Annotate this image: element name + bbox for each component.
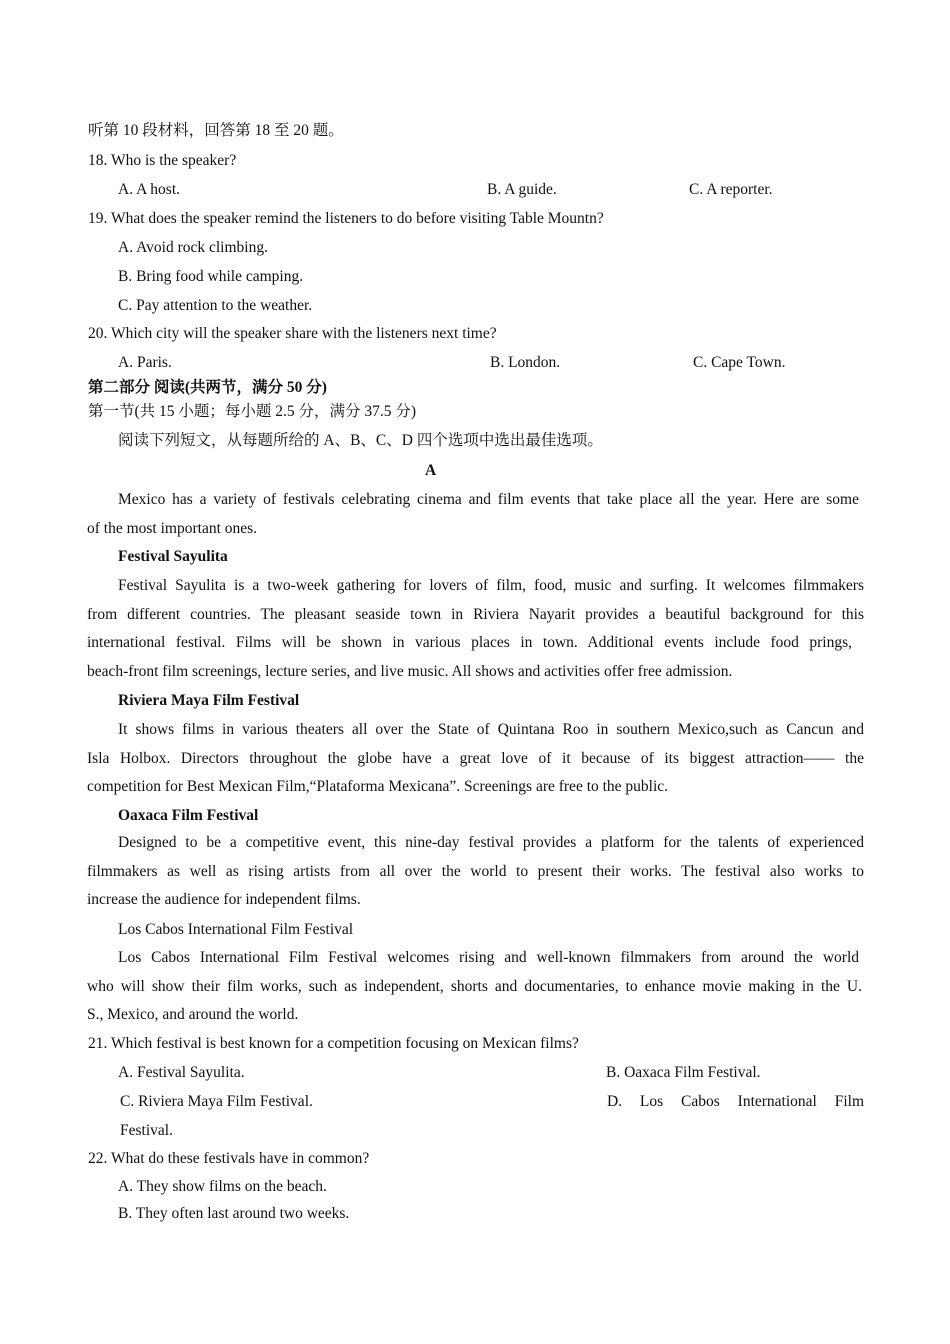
question-20-option-c: C. Cape Town. — [693, 354, 786, 371]
oaxaca-line-2: filmmakers as well as rising artists from all over the world to present their works. The festival also works to — [87, 863, 864, 880]
reading-instruction: 阅读下列短文，从每题所给的 A、B、C、D 四个选项中选出最佳选项。 — [118, 432, 603, 449]
los-cabos-line-2: who will show their film works, such as independent, shorts and documentaries, to enhance movie making in the U. — [87, 978, 862, 995]
question-21-option-d: D. Los Cabos International Film — [607, 1093, 864, 1110]
question-19-option-c: C. Pay attention to the weather. — [118, 297, 313, 314]
question-22-option-b: B. They often last around two weeks. — [118, 1205, 350, 1222]
question-19-option-a: A. Avoid rock climbing. — [118, 239, 268, 256]
question-20-stem: 20. Which city will the speaker share with the listeners next time? — [88, 325, 497, 342]
reading-part-title: 第二部分 阅读(共两节，满分 50 分) — [88, 379, 327, 396]
question-18-option-b: B. A guide. — [487, 181, 557, 198]
listening-instruction: 听第 10 段材料，回答第 18 至 20 题。 — [88, 122, 344, 139]
festival-sayulita-line-4: beach-front film screenings, lecture series, and live music. All shows and activities offer free admission. — [87, 663, 733, 680]
riviera-maya-line-2: Isla Holbox. Directors throughout the globe have a great love of it because of its biggest attraction—— the — [87, 750, 864, 767]
oaxaca-line-1: Designed to be a competitive event, this nine-day festival provides a platform for the talents of experienced — [118, 834, 864, 851]
question-18-option-c: C. A reporter. — [689, 181, 773, 198]
oaxaca-title: Oaxaca Film Festival — [118, 807, 259, 824]
reading-section-title: 第一节(共 15 小题；每小题 2.5 分，满分 37.5 分) — [88, 403, 417, 420]
question-19-option-b: B. Bring food while camping. — [118, 268, 304, 285]
question-21-option-a: A. Festival Sayulita. — [118, 1064, 245, 1081]
festival-sayulita-line-2: from different countries. The pleasant seaside town in Riviera Nayarit provides a beautiful background for this — [87, 606, 864, 623]
question-22-option-a: A. They show films on the beach. — [118, 1178, 327, 1195]
festival-sayulita-line-3: international festival. Films will be shown in various places in town. Additional events include food prings, — [87, 634, 852, 651]
intro-line-2: of the most important ones. — [87, 520, 258, 537]
intro-line-1: Mexico has a variety of festivals celebrating cinema and film events that take place all the year. Here are some — [118, 491, 859, 508]
festival-sayulita-title: Festival Sayulita — [118, 548, 228, 565]
los-cabos-line-1: Los Cabos International Film Festival welcomes rising and well-known filmmakers from around the world — [118, 949, 859, 966]
riviera-maya-title: Riviera Maya Film Festival — [118, 692, 300, 709]
question-21-stem: 21. Which festival is best known for a competition focusing on Mexican films? — [88, 1035, 579, 1052]
oaxaca-line-3: increase the audience for independent films. — [87, 891, 361, 908]
los-cabos-line-3: S., Mexico, and around the world. — [87, 1006, 299, 1023]
question-18-option-a: A. A host. — [118, 181, 181, 198]
question-21-option-d-continued: Festival. — [120, 1122, 173, 1139]
festival-sayulita-line-1: Festival Sayulita is a two-week gathering for lovers of film, food, music and surfing. It welcomes filmmakers — [118, 577, 864, 594]
question-19-stem: 19. What does the speaker remind the listeners to do before visiting Table Mountn? — [88, 210, 604, 227]
question-18-stem: 18. Who is the speaker? — [88, 152, 237, 169]
question-21-option-c: C. Riviera Maya Film Festival. — [120, 1093, 313, 1110]
question-21-option-b: B. Oaxaca Film Festival. — [606, 1064, 761, 1081]
question-22-stem: 22. What do these festivals have in common? — [88, 1150, 370, 1167]
passage-label: A — [425, 462, 437, 479]
question-20-option-b: B. London. — [490, 354, 561, 371]
question-20-option-a: A. Paris. — [118, 354, 172, 371]
los-cabos-title: Los Cabos International Film Festival — [118, 921, 354, 938]
riviera-maya-line-3: competition for Best Mexican Film,“Plataforma Mexicana”. Screenings are free to the public. — [87, 778, 669, 795]
riviera-maya-line-1: It shows films in various theaters all over the State of Quintana Roo in southern Mexico,such as Cancun and — [118, 721, 864, 738]
